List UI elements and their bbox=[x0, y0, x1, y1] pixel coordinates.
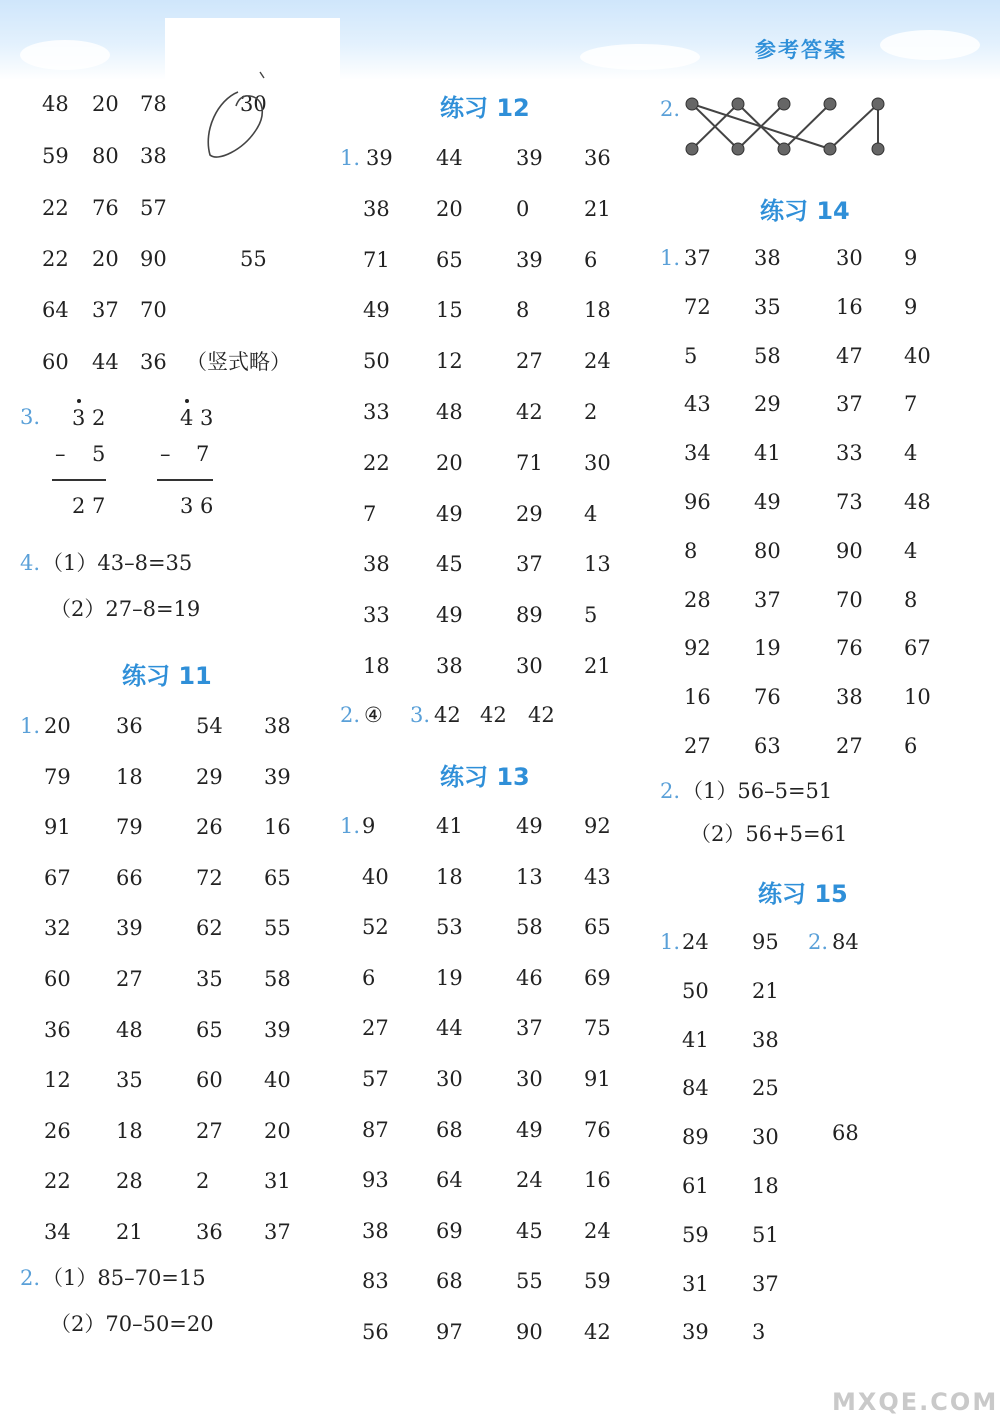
question-number: 1. bbox=[660, 930, 681, 954]
answer-cell: 22 bbox=[42, 247, 69, 271]
matching-diagram bbox=[680, 92, 890, 162]
answer-cell: 21 bbox=[752, 979, 779, 1003]
answer-cell: 79 bbox=[116, 815, 143, 839]
answer-cell: 59 bbox=[42, 144, 69, 168]
answer-cell: 16 bbox=[584, 1168, 611, 1192]
answer-cell: 71 bbox=[516, 451, 543, 475]
answer-cell: 38 bbox=[264, 714, 291, 738]
answer-cell: 35 bbox=[754, 295, 781, 319]
answer-cell: 26 bbox=[196, 815, 223, 839]
answer-cell: 27 bbox=[684, 734, 711, 758]
answer-cell: 8 bbox=[904, 588, 918, 612]
answer-cell: 24 bbox=[584, 1219, 611, 1243]
answer-cell: 55 bbox=[240, 247, 267, 271]
vertical-result: 3 6 bbox=[180, 494, 214, 518]
answer-cell: 67 bbox=[904, 636, 931, 660]
answer-cell: 44 bbox=[436, 146, 463, 170]
equation-text: （2）70–50=20 bbox=[50, 1312, 214, 1336]
answer-cell: 49 bbox=[516, 1118, 543, 1142]
answer-cell: 13 bbox=[516, 865, 543, 889]
answer-cell: 31 bbox=[682, 1272, 709, 1296]
question-number: 1. bbox=[340, 814, 361, 838]
answer-cell: 46 bbox=[516, 966, 543, 990]
answer-cell: 8 bbox=[516, 298, 530, 322]
answer-cell: 36 bbox=[196, 1220, 223, 1244]
answer-cell: 57 bbox=[362, 1067, 389, 1091]
answer-cell: 37 bbox=[92, 298, 119, 322]
answer-cell: 33 bbox=[836, 441, 863, 465]
answer-cell: 48 bbox=[42, 92, 69, 116]
vertical-subtrahend: 7 bbox=[196, 442, 210, 466]
answer-cell: 39 bbox=[516, 248, 543, 272]
answer-cell: 37 bbox=[684, 246, 711, 270]
answer-cell: 37 bbox=[516, 1016, 543, 1040]
answer-cell: 47 bbox=[836, 344, 863, 368]
answer-cell: 29 bbox=[196, 765, 223, 789]
answer-cell: 69 bbox=[584, 966, 611, 990]
answer-cell: 41 bbox=[754, 441, 781, 465]
answer-cell: 16 bbox=[684, 685, 711, 709]
section-title: 练习 11 bbox=[122, 662, 212, 690]
answer-cell: 78 bbox=[140, 92, 167, 116]
answer-cell: 42 bbox=[516, 400, 543, 424]
answer-cell: 21 bbox=[116, 1220, 143, 1244]
answer-cell: 60 bbox=[196, 1068, 223, 1092]
answer-cell: 39 bbox=[264, 765, 291, 789]
question-number: 2. bbox=[660, 97, 681, 121]
answer-cell: 9 bbox=[904, 295, 918, 319]
answer-cell: 45 bbox=[516, 1219, 543, 1243]
answer-cell: 26 bbox=[44, 1119, 71, 1143]
answer-cell: 76 bbox=[584, 1118, 611, 1142]
answer-cell: 89 bbox=[516, 603, 543, 627]
answer-cell: 9 bbox=[904, 246, 918, 270]
answer-cell: 48 bbox=[436, 400, 463, 424]
answer-cell: 71 bbox=[363, 248, 390, 272]
answer-cell: ④ bbox=[364, 703, 383, 727]
equation-text: （1）43–8=35 bbox=[42, 551, 193, 575]
answer-cell: 79 bbox=[44, 765, 71, 789]
question-number: 1. bbox=[20, 714, 41, 738]
vertical-subtrahend: 5 bbox=[92, 442, 106, 466]
answer-cell: 27 bbox=[362, 1016, 389, 1040]
answer-cell: 18 bbox=[363, 654, 390, 678]
answer-cell: 10 bbox=[904, 685, 931, 709]
answer-cell: 65 bbox=[264, 866, 291, 890]
answer-cell: 30 bbox=[240, 92, 267, 116]
answer-cell: 18 bbox=[584, 298, 611, 322]
answer-cell: 18 bbox=[116, 1119, 143, 1143]
answer-cell: 64 bbox=[42, 298, 69, 322]
answer-cell: 59 bbox=[682, 1223, 709, 1247]
section-title: 练习 13 bbox=[440, 763, 530, 791]
cloud-decoration bbox=[20, 40, 110, 70]
answer-cell: 0 bbox=[516, 197, 530, 221]
answer-cell: 72 bbox=[196, 866, 223, 890]
answer-cell: 38 bbox=[363, 197, 390, 221]
answer-cell: 6 bbox=[584, 248, 598, 272]
answer-cell: 92 bbox=[684, 636, 711, 660]
answer-cell: 29 bbox=[754, 392, 781, 416]
answer-cell: 84 bbox=[682, 1076, 709, 1100]
answer-cell: 39 bbox=[366, 146, 393, 170]
answer-cell: 90 bbox=[516, 1320, 543, 1344]
vertical-result: 2 7 bbox=[72, 494, 106, 518]
answer-cell: 28 bbox=[684, 588, 711, 612]
equation-text: （2）56+5=61 bbox=[690, 822, 848, 846]
answer-cell: 38 bbox=[363, 552, 390, 576]
answer-cell: 87 bbox=[362, 1118, 389, 1142]
answer-cell: 38 bbox=[436, 654, 463, 678]
minus-sign: – bbox=[55, 442, 66, 466]
answer-cell: 41 bbox=[682, 1028, 709, 1052]
answer-cell: 69 bbox=[436, 1219, 463, 1243]
answer-cell: 91 bbox=[44, 815, 71, 839]
answer-cell: 30 bbox=[516, 1067, 543, 1091]
answer-cell: 55 bbox=[264, 916, 291, 940]
answer-cell: 65 bbox=[196, 1018, 223, 1042]
answer-cell: 4 bbox=[904, 441, 918, 465]
answer-cell: 48 bbox=[904, 490, 931, 514]
answer-cell: 75 bbox=[584, 1016, 611, 1040]
section-title: 练习 14 bbox=[760, 197, 850, 225]
minus-sign: – bbox=[160, 442, 171, 466]
section-title: 练习 15 bbox=[758, 880, 848, 908]
equation-text: （2）27–8=19 bbox=[50, 597, 201, 621]
answer-cell: 39 bbox=[116, 916, 143, 940]
cloud-decoration bbox=[880, 30, 980, 60]
answer-cell: 66 bbox=[116, 866, 143, 890]
answer-cell: 24 bbox=[516, 1168, 543, 1192]
answer-cell: 22 bbox=[363, 451, 390, 475]
answer-cell: 22 bbox=[42, 196, 69, 220]
answer-cell: 27 bbox=[836, 734, 863, 758]
answer-cell: 30 bbox=[516, 654, 543, 678]
answer-cell: 20 bbox=[44, 714, 71, 738]
answer-cell: 49 bbox=[436, 502, 463, 526]
answer-cell: 2 bbox=[196, 1169, 210, 1193]
answer-cell: 6 bbox=[362, 966, 376, 990]
answer-cell: 65 bbox=[584, 915, 611, 939]
answer-cell: 70 bbox=[836, 588, 863, 612]
answer-cell: 55 bbox=[516, 1269, 543, 1293]
answer-cell: 32 bbox=[44, 916, 71, 940]
answer-cell: 37 bbox=[836, 392, 863, 416]
answer-cell: 35 bbox=[196, 967, 223, 991]
answer-cell: 89 bbox=[682, 1125, 709, 1149]
answer-cell: 18 bbox=[436, 865, 463, 889]
answer-cell: 2 bbox=[584, 400, 598, 424]
answer-cell: 49 bbox=[754, 490, 781, 514]
answer-cell: 18 bbox=[752, 1174, 779, 1198]
answer-cell: 5 bbox=[684, 344, 698, 368]
answer-cell: 68 bbox=[436, 1118, 463, 1142]
answer-cell: 7 bbox=[904, 392, 918, 416]
answer-cell: 50 bbox=[363, 349, 390, 373]
answer-cell: 68 bbox=[832, 1121, 859, 1145]
carry-dot bbox=[185, 399, 189, 403]
answer-cell: 37 bbox=[754, 588, 781, 612]
answer-cell: 30 bbox=[436, 1067, 463, 1091]
answer-cell: 42 bbox=[584, 1320, 611, 1344]
answer-cell: 72 bbox=[684, 295, 711, 319]
answer-cell: 28 bbox=[116, 1169, 143, 1193]
answer-cell: 24 bbox=[682, 930, 709, 954]
question-number: 4. bbox=[20, 551, 41, 575]
answer-cell: 20 bbox=[264, 1119, 291, 1143]
answer-cell: 57 bbox=[140, 196, 167, 220]
answer-cell: 76 bbox=[754, 685, 781, 709]
answer-cell: 5 bbox=[584, 603, 598, 627]
answer-cell: 25 bbox=[752, 1076, 779, 1100]
answer-cell: 60 bbox=[42, 350, 69, 374]
question-number: 2. bbox=[808, 930, 829, 954]
answer-cell: 20 bbox=[92, 92, 119, 116]
answer-cell: 96 bbox=[684, 490, 711, 514]
answer-cell: 48 bbox=[116, 1018, 143, 1042]
vertical-top: 3 2 bbox=[72, 406, 106, 430]
answer-cell: 27 bbox=[196, 1119, 223, 1143]
answer-cell: 62 bbox=[196, 916, 223, 940]
vertical-rule bbox=[52, 479, 106, 481]
answer-cell: 49 bbox=[436, 603, 463, 627]
answer-cell: 40 bbox=[264, 1068, 291, 1092]
answer-cell: 83 bbox=[362, 1269, 389, 1293]
equation-text: （1）85–70=15 bbox=[42, 1266, 206, 1290]
answer-cell: 68 bbox=[436, 1269, 463, 1293]
answer-cell: 37 bbox=[264, 1220, 291, 1244]
answer-cell: 27 bbox=[116, 967, 143, 991]
answer-cell: 43 bbox=[584, 865, 611, 889]
answer-cell: 30 bbox=[584, 451, 611, 475]
answer-cell: 42 bbox=[434, 703, 461, 727]
answer-cell: 35 bbox=[116, 1068, 143, 1092]
answer-cell: 30 bbox=[836, 246, 863, 270]
answer-cell: 93 bbox=[362, 1168, 389, 1192]
answer-cell: 70 bbox=[140, 298, 167, 322]
answer-cell: 91 bbox=[584, 1067, 611, 1091]
question-number: 2. bbox=[660, 779, 681, 803]
answer-cell: 49 bbox=[363, 298, 390, 322]
answer-cell: 38 bbox=[752, 1028, 779, 1052]
answer-cell: 31 bbox=[264, 1169, 291, 1193]
section-title: 练习 12 bbox=[440, 94, 530, 122]
answer-cell: 15 bbox=[436, 298, 463, 322]
answer-cell: 33 bbox=[363, 603, 390, 627]
answer-cell: 29 bbox=[516, 502, 543, 526]
question-number: 1. bbox=[340, 146, 361, 170]
answer-cell: 19 bbox=[754, 636, 781, 660]
answer-cell: 37 bbox=[752, 1272, 779, 1296]
carry-dot bbox=[77, 399, 81, 403]
answer-cell: 39 bbox=[682, 1320, 709, 1344]
answer-cell: 56 bbox=[362, 1320, 389, 1344]
answer-cell: 76 bbox=[92, 196, 119, 220]
answer-cell: 22 bbox=[44, 1169, 71, 1193]
answer-cell: 50 bbox=[682, 979, 709, 1003]
answer-cell: 40 bbox=[362, 865, 389, 889]
answer-cell: 30 bbox=[752, 1125, 779, 1149]
answer-cell: 42 bbox=[528, 703, 555, 727]
answer-cell: 20 bbox=[436, 197, 463, 221]
question-number: 2. bbox=[340, 703, 361, 727]
answer-cell: 58 bbox=[754, 344, 781, 368]
vertical-top: 4 3 bbox=[180, 406, 214, 430]
answer-cell: 80 bbox=[92, 144, 119, 168]
answer-cell: 8 bbox=[684, 539, 698, 563]
answer-cell: 45 bbox=[436, 552, 463, 576]
answer-cell: 37 bbox=[516, 552, 543, 576]
answer-cell: 44 bbox=[436, 1016, 463, 1040]
vertical-rule bbox=[157, 479, 213, 481]
answer-cell: 6 bbox=[904, 734, 918, 758]
answer-cell: 38 bbox=[362, 1219, 389, 1243]
answer-cell: 16 bbox=[264, 815, 291, 839]
answer-cell: 97 bbox=[436, 1320, 463, 1344]
answer-cell: 84 bbox=[832, 930, 859, 954]
answer-cell: 53 bbox=[436, 915, 463, 939]
answer-cell: 63 bbox=[754, 734, 781, 758]
answer-cell: 44 bbox=[92, 350, 119, 374]
answer-cell: 27 bbox=[516, 349, 543, 373]
answer-cell: 4 bbox=[584, 502, 598, 526]
answer-cell: 61 bbox=[682, 1174, 709, 1198]
answer-cell: 38 bbox=[836, 685, 863, 709]
answer-cell: 95 bbox=[752, 930, 779, 954]
answer-cell: 3 bbox=[752, 1320, 766, 1344]
answer-cell: 36 bbox=[44, 1018, 71, 1042]
answer-cell: 58 bbox=[264, 967, 291, 991]
answer-cell: 21 bbox=[584, 654, 611, 678]
answer-cell: 65 bbox=[436, 248, 463, 272]
answer-cell: 39 bbox=[264, 1018, 291, 1042]
answer-cell: 92 bbox=[584, 814, 611, 838]
answer-cell: 90 bbox=[836, 539, 863, 563]
question-number: 3. bbox=[410, 703, 431, 727]
answer-cell: 36 bbox=[140, 350, 167, 374]
answer-cell: 41 bbox=[436, 814, 463, 838]
answer-cell: 19 bbox=[436, 966, 463, 990]
answer-cell: 36 bbox=[116, 714, 143, 738]
answer-cell: 4 bbox=[904, 539, 918, 563]
answer-cell: 58 bbox=[516, 915, 543, 939]
watermark-text: MXQE.COM bbox=[832, 1388, 999, 1416]
answer-cell: 43 bbox=[684, 392, 711, 416]
answer-cell: 49 bbox=[516, 814, 543, 838]
answer-cell: 12 bbox=[436, 349, 463, 373]
answer-cell: 54 bbox=[196, 714, 223, 738]
answer-cell: 67 bbox=[44, 866, 71, 890]
answer-cell: 36 bbox=[584, 146, 611, 170]
cloud-decoration bbox=[580, 44, 700, 70]
answer-cell: 18 bbox=[116, 765, 143, 789]
answer-cell: 20 bbox=[92, 247, 119, 271]
answer-cell: 34 bbox=[684, 441, 711, 465]
question-number: 3. bbox=[20, 405, 41, 429]
answer-cell: 21 bbox=[584, 197, 611, 221]
answer-cell: 33 bbox=[363, 400, 390, 424]
answer-cell: 76 bbox=[836, 636, 863, 660]
answer-cell: 38 bbox=[754, 246, 781, 270]
answer-cell: 59 bbox=[584, 1269, 611, 1293]
answer-cell: 34 bbox=[44, 1220, 71, 1244]
answer-cell: 52 bbox=[362, 915, 389, 939]
header-banner bbox=[0, 0, 1000, 80]
pencil-doodle bbox=[198, 70, 278, 165]
answer-cell: 9 bbox=[362, 814, 376, 838]
note-text: （竖式略） bbox=[186, 350, 291, 374]
answer-cell: 64 bbox=[436, 1168, 463, 1192]
answer-cell: 12 bbox=[44, 1068, 71, 1092]
answer-cell: 60 bbox=[44, 967, 71, 991]
answer-cell: 73 bbox=[836, 490, 863, 514]
answer-cell: 42 bbox=[480, 703, 507, 727]
answer-cell: 80 bbox=[754, 539, 781, 563]
answer-cell: 40 bbox=[904, 344, 931, 368]
answer-cell: 90 bbox=[140, 247, 167, 271]
answer-cell: 13 bbox=[584, 552, 611, 576]
equation-text: （1）56–5=51 bbox=[682, 779, 833, 803]
answer-cell: 38 bbox=[140, 144, 167, 168]
question-number: 1. bbox=[660, 246, 681, 270]
answer-cell: 20 bbox=[436, 451, 463, 475]
answer-cell: 24 bbox=[584, 349, 611, 373]
answer-cell: 39 bbox=[516, 146, 543, 170]
question-number: 2. bbox=[20, 1266, 41, 1290]
answer-cell: 51 bbox=[752, 1223, 779, 1247]
answer-cell: 16 bbox=[836, 295, 863, 319]
answer-cell: 7 bbox=[363, 502, 377, 526]
header-title: 参考答案 bbox=[755, 38, 847, 62]
